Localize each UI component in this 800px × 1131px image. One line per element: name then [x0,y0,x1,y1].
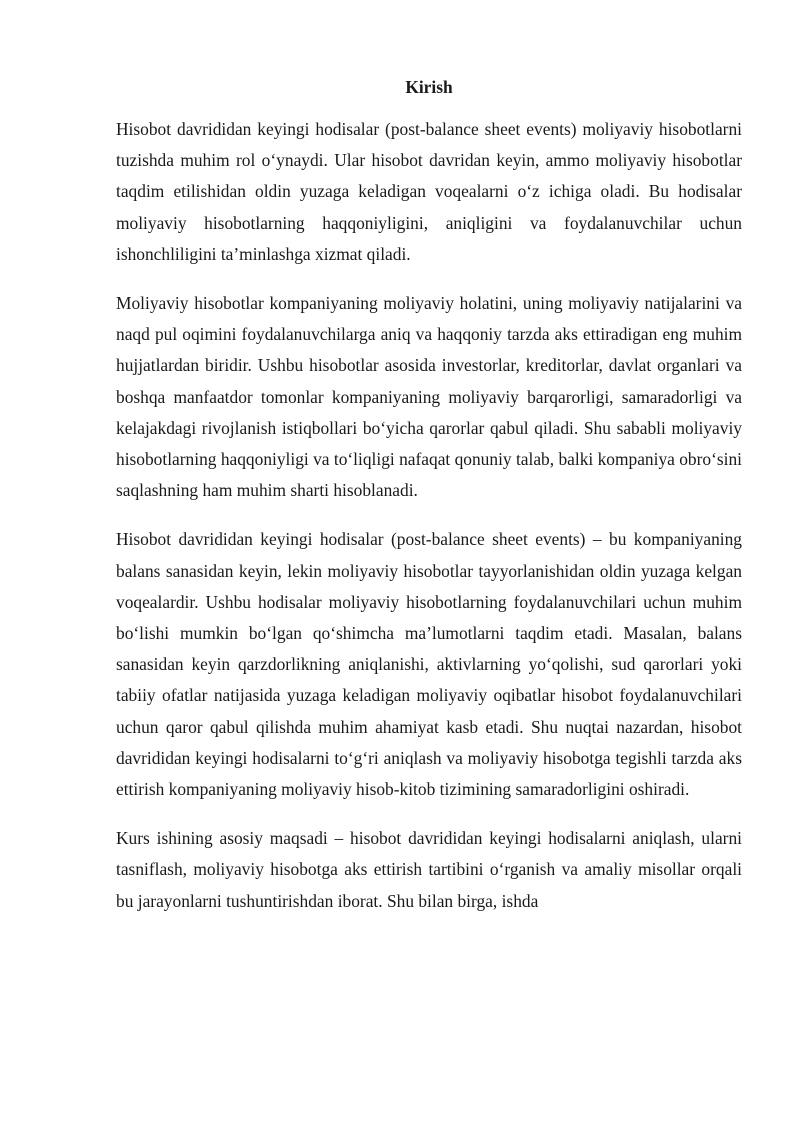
page-title: Kirish [405,77,453,97]
paragraph-2: Moliyaviy hisobotlar kompaniyaning moliyaviy holatini, uning moliyaviy natijalarini va naqd pul oqimini foydalanuvchilarga aniq va haqqoniy tarzda aks ettiradigan eng muhim hujjatlardan biridir. Ushbu hisobotlar asosida investorlar, kreditorlar, davlat organlari va boshqa manfaatdor tomonlar kompaniyaning moliyaviy barqarorligi, samaradorligi va kelajakdagi rivojlanish istiqbollari bo‘yicha qarorlar qabul qiladi. Shu sababli moliyaviy hisobotlarning haqqoniyligi va to‘liqligi nafaqat qonuniy talab, balki kompaniya obro‘sini saqlashning ham muhim sharti hisoblanadi. [116,293,742,501]
paragraph-4: Kurs ishining asosiy maqsadi – hisobot davrididan keyingi hodisalarni aniqlash, ularni tasniflash, moliyaviy hisobotga aks ettirish tartibini o‘rganish va amaliy misollar orqali bu jarayonlarni tushuntirishdan iborat. Shu bilan birga, ishda [116,828,742,911]
document-body [116,72,742,935]
paragraph-3: Hisobot davrididan keyingi hodisalar (post-balance sheet events) – bu kompaniyaning balans sanasidan keyin, lekin moliyaviy hisobotlar tayyorlanishidan oldin yuzaga kelgan voqealardir. Ushbu hodisalar moliyaviy hisobotlarning foydalanuvchilari uchun muhim bo‘lishi mumkin bo‘lgan qo‘shimcha ma’lumotlarni taqdim etadi. Masalan, balans sanasidan keyin qarzdorlikning aniqlanishi, aktivlarning yo‘qolishi, sud qarorlari yoki tabiiy ofatlar natijasida yuzaga keladigan moliyaviy oqibatlar hisobot foydalanuvchilari uchun qaror qabul qilishda muhim ahamiyat kasb etadi. Shu nuqtai nazardan, hisobot davrididan keyingi hodisalarni to‘g‘ri aniqlash va moliyaviy hisobotga tegishli tarzda aks ettirish kompaniyaning moliyaviy hisob-kitob tizimining samaradorligini oshiradi. [116,529,742,800]
paragraph-1: Hisobot davrididan keyingi hodisalar (post-balance sheet events) moliyaviy hisobotlarni tuzishda muhim rol o‘ynaydi. Ular hisobot davridan keyin, ammo moliyaviy hisobotlar taqdim etilishidan oldin yuzaga keladigan voqealarni o‘z ichiga oladi. Bu hodisalar moliyaviy hisobotlarning haqqoniyligini, aniqligini va foydalanuvchilar uchun ishonchliligini ta’minlashga xizmat qiladi. [116,119,742,264]
